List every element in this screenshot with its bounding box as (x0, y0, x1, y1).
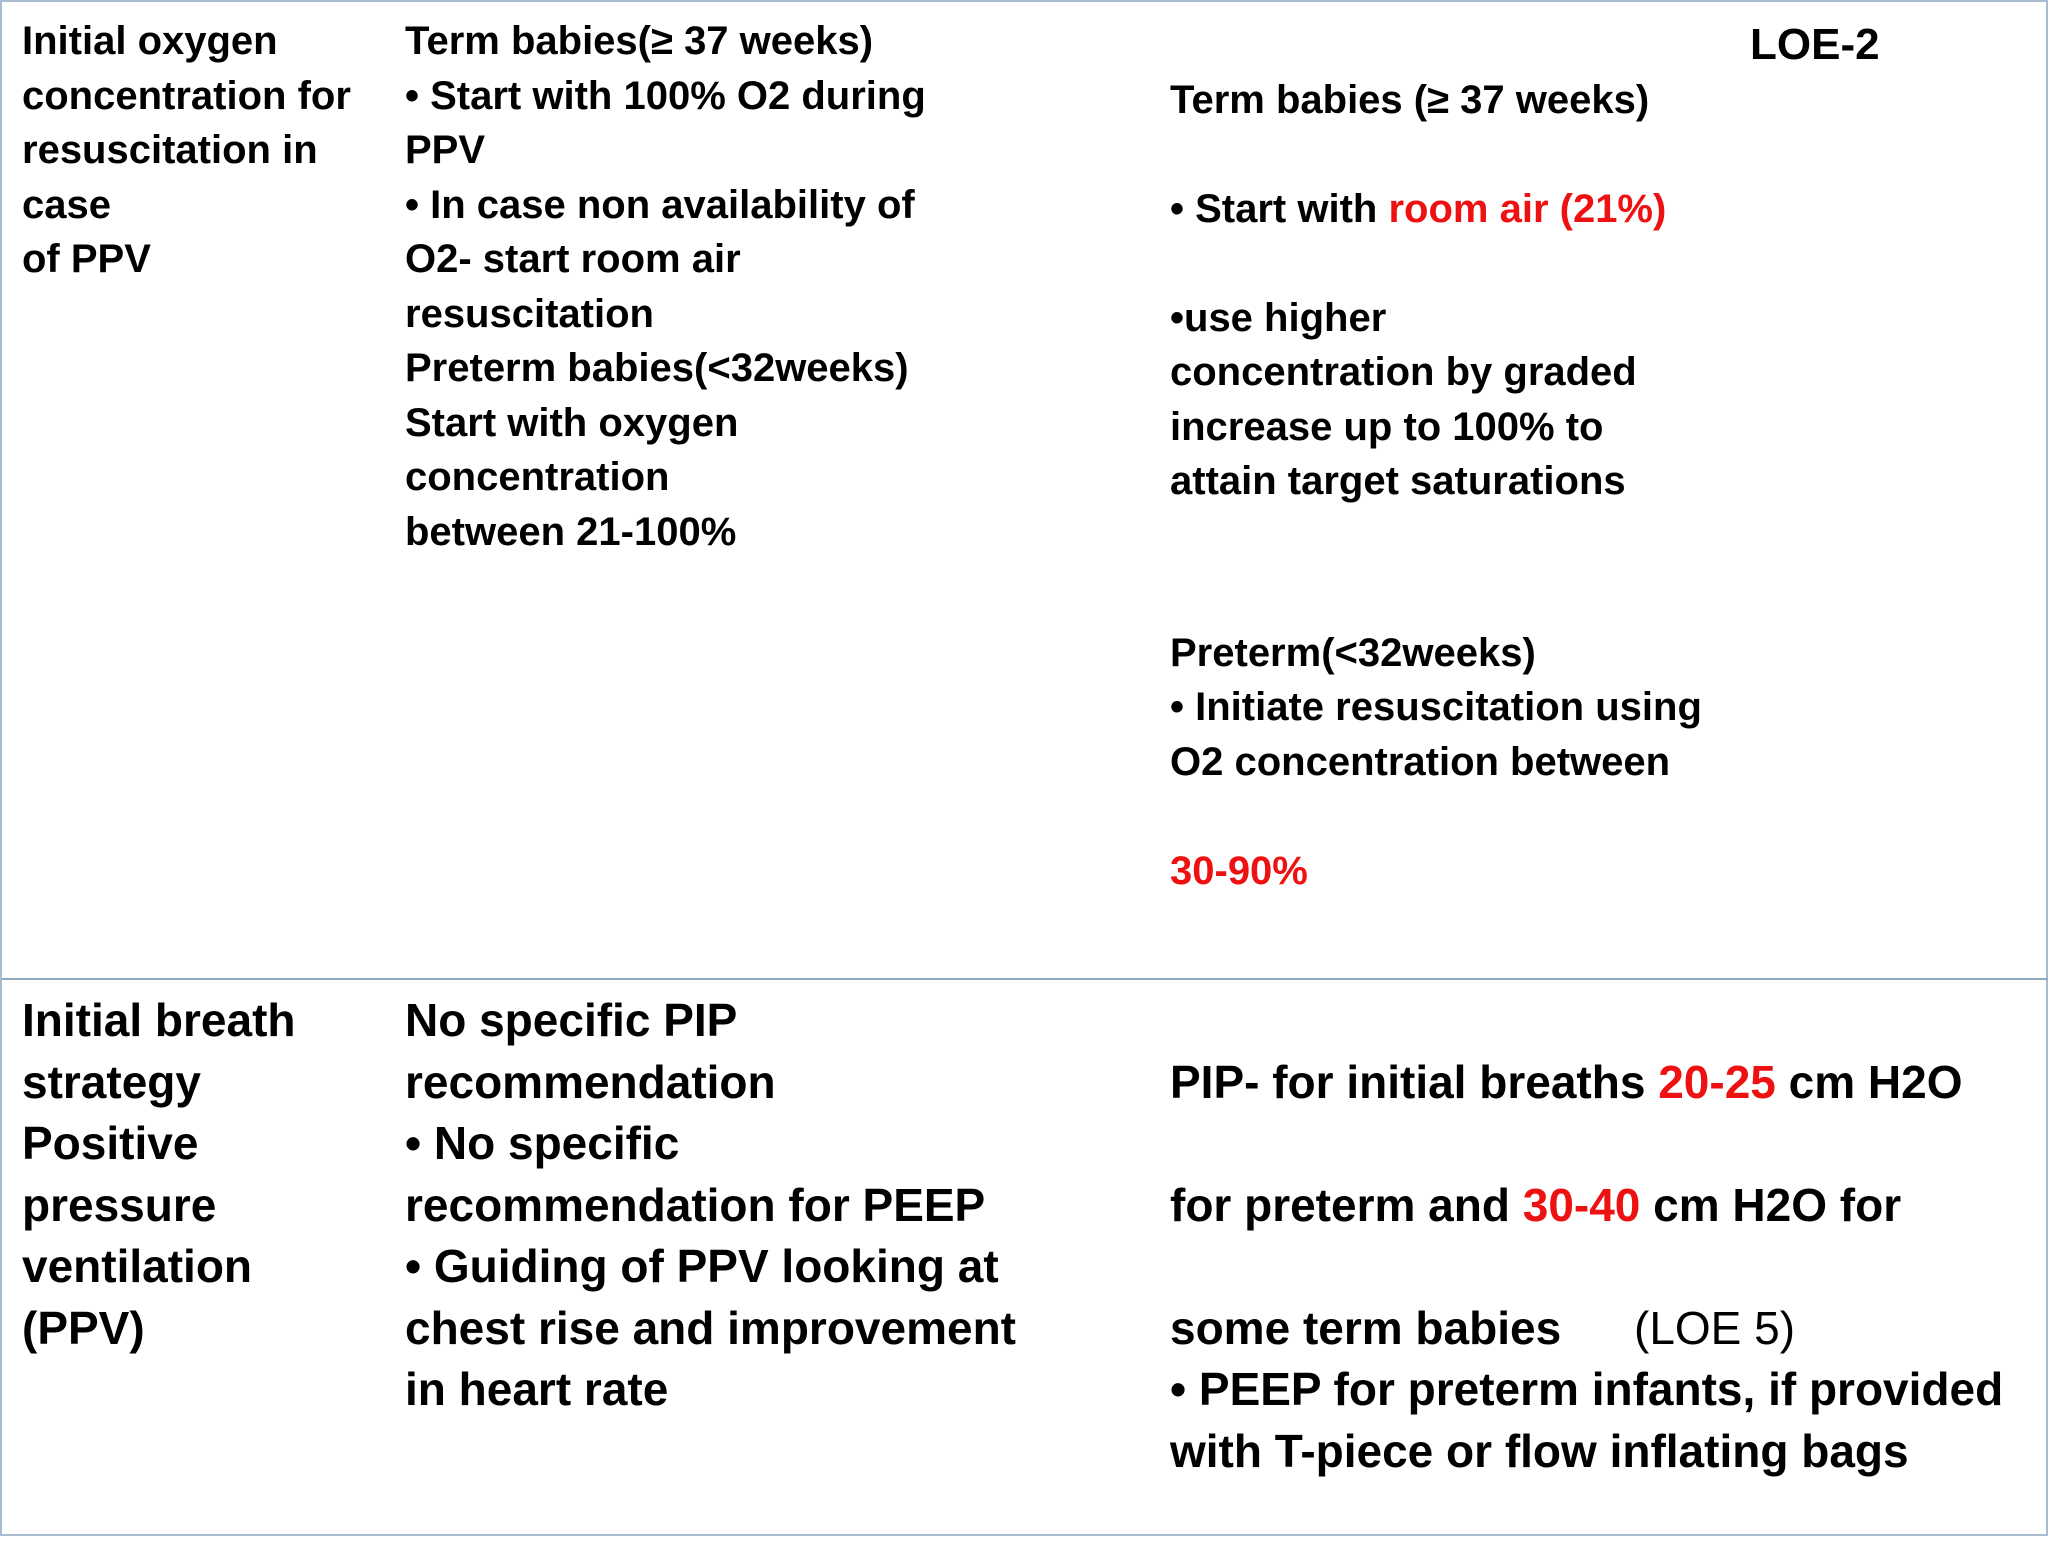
room-air-highlight: room air (21%) (1388, 186, 1667, 231)
row2-old-guideline: No specific PIP recommendation • No specific recommendation for PEEP • Guiding of PPV looking at chest rise and improvement in heart rate (405, 994, 1016, 1415)
row2-loe-label: (LOE 5) (1634, 1302, 1796, 1354)
row1-topic: Initial oxygen concentration for resuscitation in case of PPV (22, 19, 351, 281)
row2-new-guideline (1170, 990, 2003, 1544)
row1-new-lines-a: •use higher concentration by graded increase up to 100% to attain target saturations (1170, 295, 1637, 503)
row1-new-preterm: Preterm(<32weeks) • Initiate resuscitation using O2 concentration between (1170, 630, 1702, 784)
preterm-o2-highlight: 30-90% (1170, 848, 1308, 893)
row1-new-guideline (1170, 18, 1702, 953)
pip-preterm-highlight: 20-25 (1658, 1055, 1776, 1108)
pip-term-highlight: 30-40 (1522, 1178, 1641, 1231)
row1-new-heading: Term babies (≥ 37 weeks) (1170, 77, 1650, 122)
row-divider (2, 978, 2048, 980)
row1-loe-label: LOE-2 (1750, 20, 1880, 69)
row2-new-line2: for preterm and 30-40 cm H2O for (1170, 1178, 1902, 1231)
row2-new-pip-line: PIP- for initial breaths 20-25 cm H2O (1170, 1055, 1963, 1108)
row2-topic: Initial breath strategy Positive pressure ventilation (PPV) (22, 994, 296, 1354)
row1-old-guideline: Term babies(≥ 37 weeks) • Start with 100% O2 during PPV • In case non availability of O2- start room air resuscitation Preterm babies(<32weeks) Start with oxygen concentration between 21-100% (405, 19, 926, 554)
row2-new-rest: some term babies • PEEP for preterm infants, if provided with T-piece or flow inflating bags (1170, 1301, 2004, 1477)
row1-new-line2: • Start with room air (21%) (1170, 186, 1667, 231)
